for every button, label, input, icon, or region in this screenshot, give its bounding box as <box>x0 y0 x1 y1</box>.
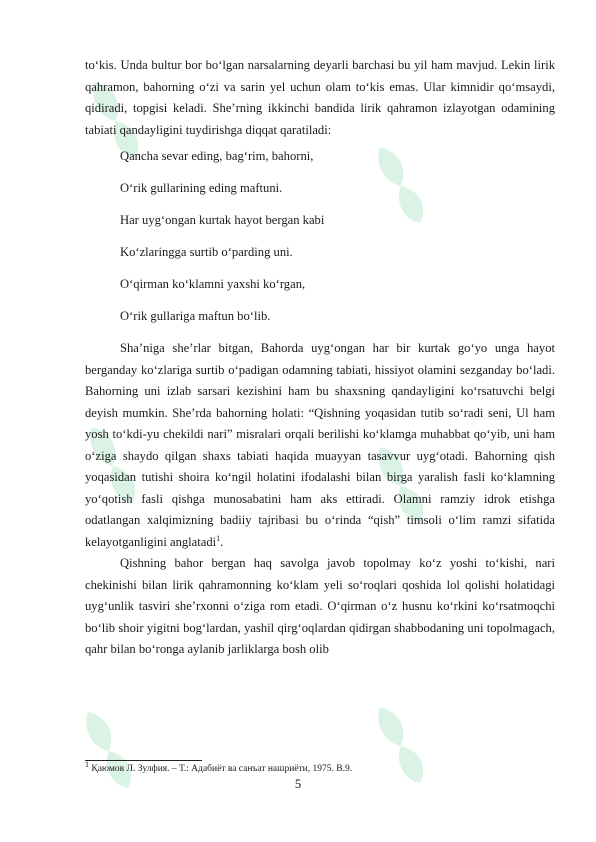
verse-line: O‘qirman ko‘klamni yaxshi ko‘rgan, <box>120 277 306 291</box>
verse-line: Qancha sevar eding, bag‘rim, bahorni, <box>120 149 314 163</box>
page-number: 5 <box>294 777 302 791</box>
verse-line: O‘rik gullarining eding maftuni. <box>120 181 283 195</box>
footnote-number: 1 <box>85 759 89 769</box>
footnote-text: Қаюмов Л. Зулфия. – Т.: Адабиёт ва санъат нашриёти, 1975. B.9. <box>89 764 353 774</box>
footnote-reference[interactable]: 1 <box>216 533 221 543</box>
verse-line: Har uyg‘ongan kurtak hayot bergan kabi <box>120 213 325 227</box>
poem-verse <box>85 146 555 338</box>
verse-line: Ko‘zlaringga surtib o‘parding uni. <box>120 245 293 259</box>
paragraph <box>85 338 555 553</box>
paragraph-text: Sha’niga she’rlar bitgan, Bahorda uyg‘ongan har bir kurtak go‘yo unga hayot berganday ko‘zlariga surtib o‘padigan odamning tabiati, hissiyot olamini sezganday bo‘ladi. Bahorning uni izlab sarsari kezishini ham bu shaxsning qandayligini ko‘rsatuvchi belgi deyish mumkin. She’rda bahorning holati: “Qishning yoqasidan tutib so‘radi seni, Ul ham yosh to‘kdi-yu chekildi nari” misralari orqali berilishi ko‘klamga muhabbat qo‘yib, uni ham o‘ziga shaydo qilgan shaxs tabiati haqida muayyan tasavvur uyg‘otadi. Bahorning qish yoqasidan tutishi shoira ko‘ngil holatini ifodalashi bilan birga yaralish fasli ko‘klamning yo‘qotish fasli qishga munosabatini ham aks ettiradi. Olamni ramziy idrok etishga odatlangan xalqimizning badiiy tajribasi bu o‘rinda “qish” timsoli o‘lim ramzi sifatida kelayotganligini anglatadi <box>85 341 555 549</box>
footnote-separator <box>85 760 202 761</box>
paragraph-end: . <box>220 534 224 549</box>
paragraph-continued: to‘kis. Unda bultur bor bo‘lgan narsalarning deyarli barchasi bu yil ham mavjud. Lekin lirik qahramon, bahorning o‘zi va sarin yel uchun olam to‘kis emas. Ular kimnidir qo‘msaydi, qidiradi, topgisi keladi. She’rning ikkinchi bandida lirik qahramon izlayotgan odamining tabiati qandayligini tuydirishga diqqat qaratiladi: <box>85 58 555 137</box>
body-text <box>85 55 555 661</box>
verse-line: O‘rik gullariga maftun bo‘lib. <box>120 309 271 323</box>
paragraph: Qishning bahor bergan haq savolga javob topolmay ko‘z yoshi to‘kishi, nari chekinishi bilan lirik qahramonning ko‘klam yeli so‘roqlari qoshida lol qolishi holatidagi uyg‘unlik tasviri she’rxonni o‘ziga rom etadi. O‘qirman o‘z husnu ko‘rkini ko‘rsatmoqchi bo‘lib shoir yigitni bog‘lardan, yashil qirg‘oqlardan qidirgan shabbodaning uni topolmagach, qahr bilan bo‘ronga aylanib jarliklarga bosh olib <box>85 556 555 656</box>
footnote <box>85 759 555 775</box>
